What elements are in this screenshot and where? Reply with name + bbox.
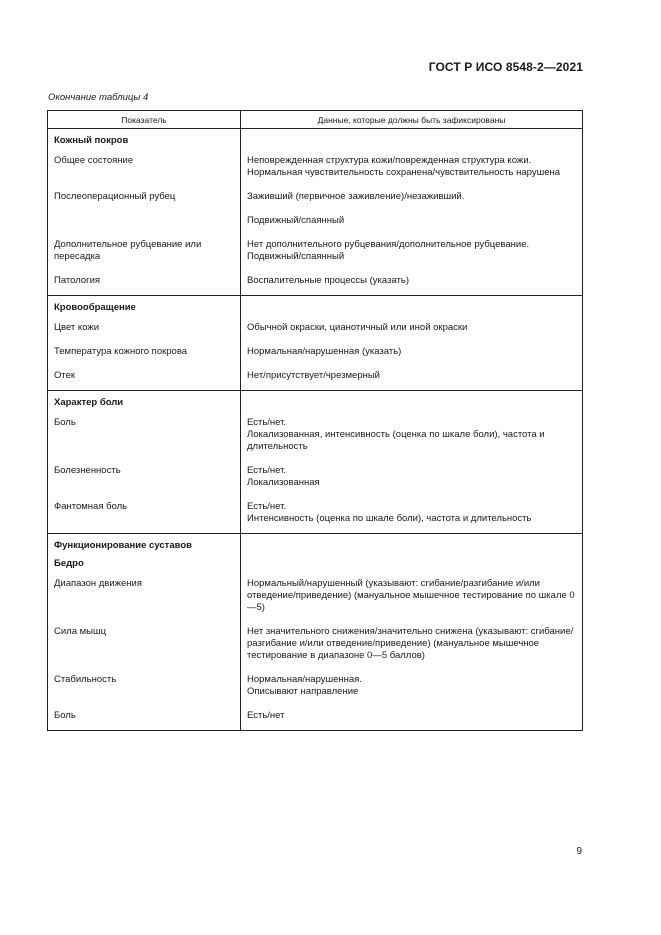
- subsection-header: [48, 556, 583, 574]
- row-label: Послеоперационный рубец: [48, 187, 241, 211]
- column-header-data: Данные, которые должны быть зафиксированы: [241, 111, 583, 129]
- table-caption: Окончание таблицы 4: [48, 92, 149, 103]
- data-table: [47, 110, 583, 731]
- row-label: Общее состояние: [48, 151, 241, 187]
- row-value: Неповрежденная структура кожи/поврежденная структура кожи. Нормальная чувствительность сохранена/чувствительность нарушена: [241, 151, 583, 187]
- table-row: [48, 497, 583, 534]
- row-value: Нет дополнительного рубцевания/дополнительное рубцевание. Подвижный/спаянный: [241, 235, 583, 271]
- table-row: [48, 235, 583, 271]
- row-value: Заживший (первичное заживление)/незаживший.: [241, 187, 583, 211]
- row-label: Отек: [48, 366, 241, 391]
- subsection-title: Бедро: [48, 556, 241, 574]
- page-number: 9: [576, 846, 582, 857]
- row-value: Есть/нет. Локализованная: [241, 461, 583, 497]
- column-header-indicator: Показатель: [48, 111, 241, 129]
- row-label: Сила мышц: [48, 622, 241, 670]
- row-label: Патология: [48, 271, 241, 296]
- row-value: Есть/нет: [241, 706, 583, 731]
- section-header: [48, 296, 583, 319]
- row-value: Воспалительные процессы (указать): [241, 271, 583, 296]
- section-title: Функционирование суставов: [48, 534, 241, 557]
- row-value: Есть/нет. Интенсивность (оценка по шкале боли), частота и длительность: [241, 497, 583, 534]
- row-value: Нет/присутствует/чрезмерный: [241, 366, 583, 391]
- table-row: [48, 622, 583, 670]
- table-row: [48, 461, 583, 497]
- section-title: Характер боли: [48, 391, 241, 414]
- table-row: [48, 151, 583, 187]
- row-label: Диапазон движения: [48, 574, 241, 622]
- table-row: [48, 211, 583, 235]
- row-label: Стабильность: [48, 670, 241, 706]
- row-label: Фантомная боль: [48, 497, 241, 534]
- row-label: Цвет кожи: [48, 318, 241, 342]
- section-title: Кровообращение: [48, 296, 241, 319]
- table-row: [48, 318, 583, 342]
- table-row: [48, 413, 583, 461]
- row-label: [48, 211, 241, 235]
- row-value: Нормальный/нарушенный (указывают: сгибание/разгибание и/или отведение/приведение) (мануальное мышечное тестирование по шкале 0—5): [241, 574, 583, 622]
- table-row: [48, 574, 583, 622]
- row-value: Обычной окраски, цианотичный или иной окраски: [241, 318, 583, 342]
- row-value: Есть/нет. Локализованная, интенсивность (оценка по шкале боли), частота и длительность: [241, 413, 583, 461]
- section-header: [48, 391, 583, 414]
- row-value: Нет значительного снижения/значительно снижена (указывают: сгибание/разгибание и/или отведение/приведение) (мануальное мышечное тестирование в диапазоне 0—5 баллов): [241, 622, 583, 670]
- table-row: [48, 670, 583, 706]
- section-title: Кожный покров: [48, 129, 241, 152]
- section-header: [48, 534, 583, 557]
- row-label: Боль: [48, 706, 241, 731]
- row-label: Болезненность: [48, 461, 241, 497]
- table-row: [48, 366, 583, 391]
- row-value: Подвижный/спаянный: [241, 211, 583, 235]
- row-value: Нормальная/нарушенная (указать): [241, 342, 583, 366]
- table-row: [48, 187, 583, 211]
- section-header: [48, 129, 583, 152]
- standard-designation: ГОСТ Р ИСО 8548-2—2021: [428, 60, 583, 74]
- row-value: Нормальная/нарушенная. Описывают направление: [241, 670, 583, 706]
- row-label: Температура кожного покрова: [48, 342, 241, 366]
- row-label: Дополнительное рубцевание или пересадка: [48, 235, 241, 271]
- table-header-row: [48, 111, 583, 129]
- table-row: [48, 706, 583, 731]
- table-row: [48, 342, 583, 366]
- row-label: Боль: [48, 413, 241, 461]
- table-row: [48, 271, 583, 296]
